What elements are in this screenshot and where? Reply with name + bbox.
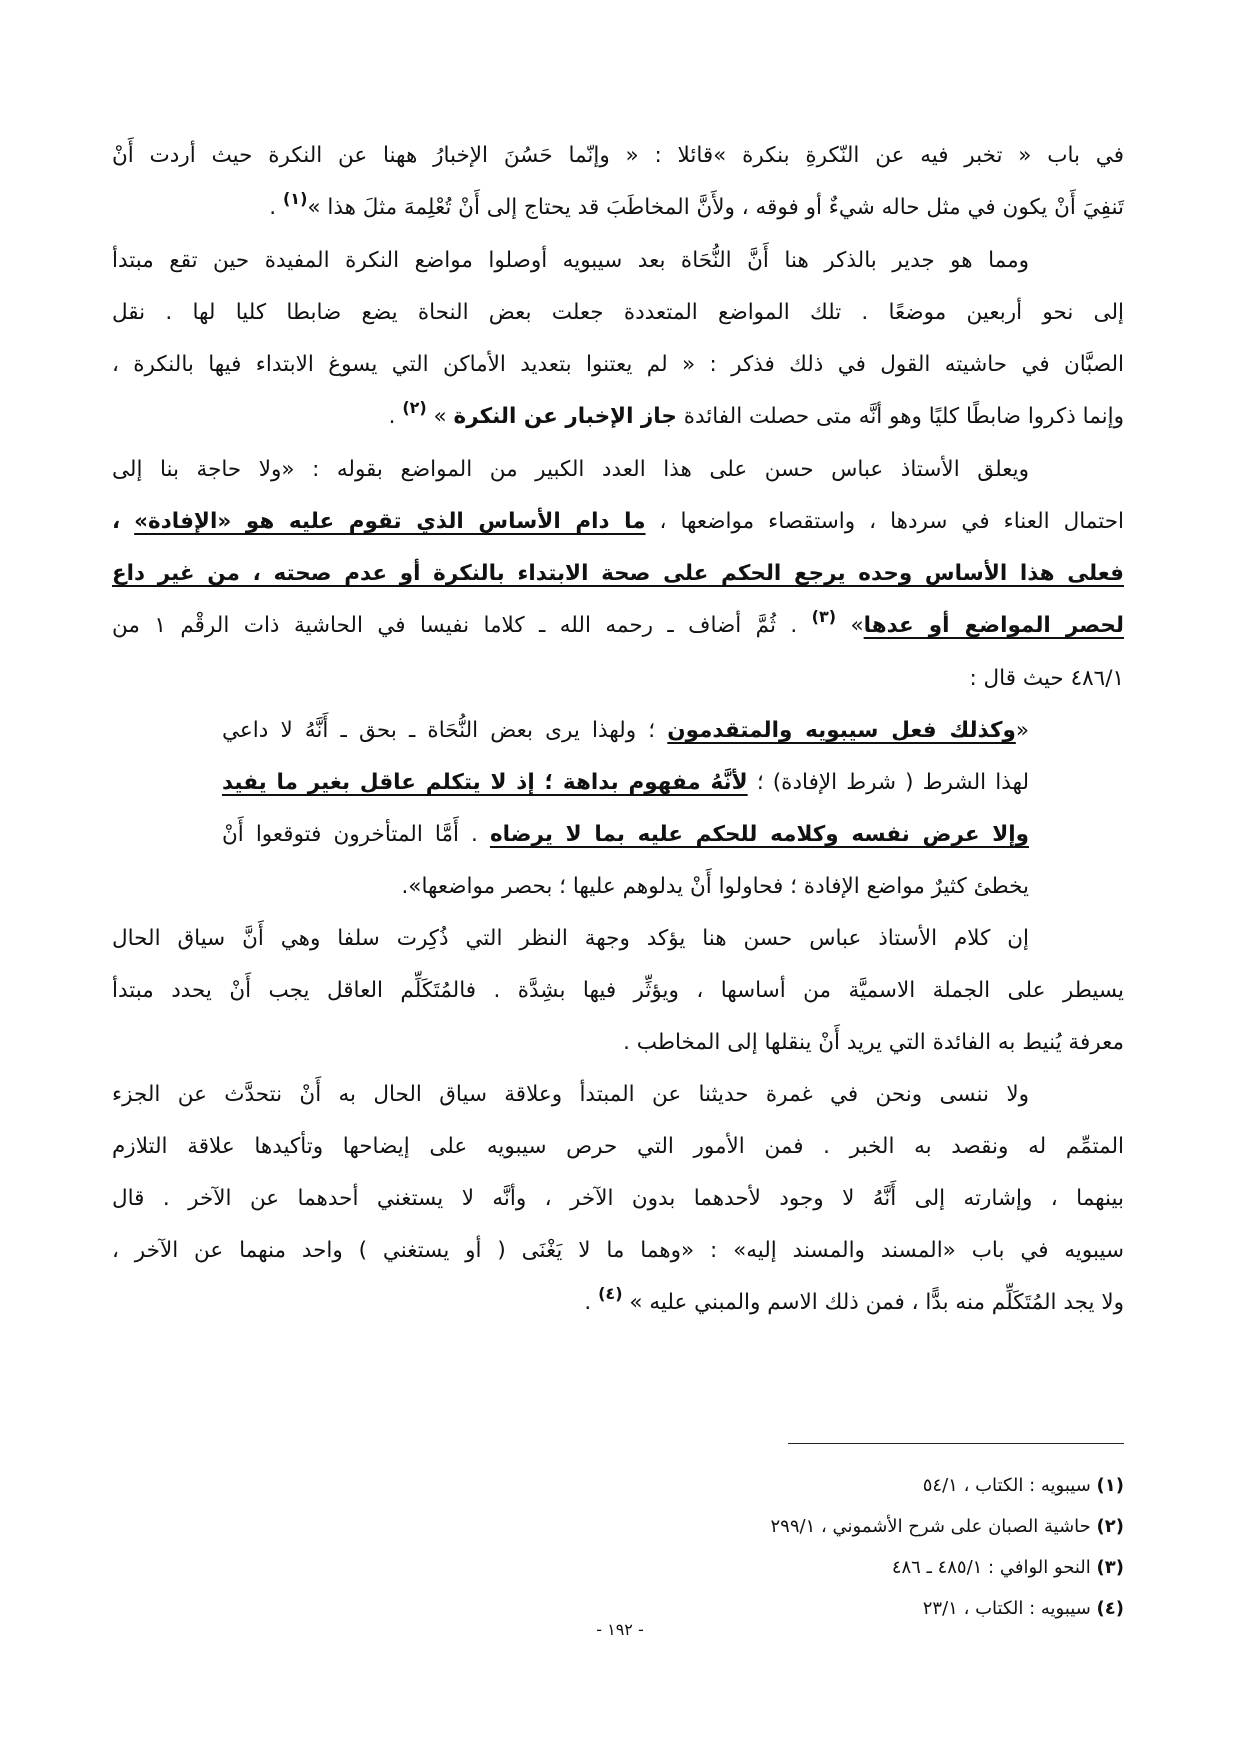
footnote-mark: (٢) (1096, 1516, 1124, 1537)
paragraph-3-line-2 (112, 496, 1124, 548)
text-run: . (584, 1290, 592, 1315)
paragraph-3-line-3 (112, 548, 1124, 600)
bold-underlined-text: وإلا عرض نفسه وكلامه للحكم عليه بما لا يرضاه (489, 822, 1029, 847)
paragraph-2-line-2 (112, 287, 1124, 339)
bold-text: جاز الإخبار عن النكرة (453, 404, 677, 429)
quote-line-4 (112, 861, 1124, 913)
text-run: ، (112, 509, 121, 534)
paragraph-4-line-3 (112, 1017, 1124, 1069)
text-run: إن كلام الأستاذ عباس حسن هنا يؤكد وجهة النظر التي ذُكِرت سلفا وهي أَنَّ سياق الحال (112, 926, 1029, 951)
paragraph-5-line-1 (112, 1069, 1124, 1121)
bold-underlined-text: لحصر المواضع أو عدها (863, 613, 1124, 638)
bold-underlined-text: ما دام الأساس الذي تقوم عليه هو «الإفادة» (134, 509, 646, 534)
text-run: تَنفِيَ أَنْ يكون في مثل حاله شيءٌ أو فوقه ، ولأَنَّ المخاطَبَ قد يحتاج إلى أَنْ تُعْلِمهَ مثلَ هذا » (307, 195, 1124, 220)
text-run: يخطئ كثيرٌ مواضع الإفادة ؛ فحاولوا أَنْ يدلوهم عليها ؛ بحصر مواضعها». (401, 874, 1029, 899)
bold-underlined-text: لأنَّهُ مفهوم بداهة ؛ إذ لا يتكلم عاقل بغير ما يفيد (222, 770, 748, 795)
text-run: المتمِّم له ونقصد به الخبر . فمن الأمور التي حرص سيبويه على إيضاحها وتأكيدها علاقة التلازم (112, 1134, 1124, 1159)
footnote-text: النحو الوافي : ٤٨٥/١ ـ ٤٨٦ (891, 1557, 1091, 1578)
text-run: ولا ننسى ونحن في غمرة حديثنا عن المبتدأ وعلاقة سياق الحال به أَنْ نتحدَّث عن الجزء (112, 1082, 1029, 1107)
text-run: ؛ ولهذا يرى بعض النُّحَاة ـ بحق ـ أَنَّهُ لا داعي (222, 718, 656, 743)
text-run: . أَمَّا المتأخرون فتوقعوا أَنْ (222, 822, 478, 847)
text-run: معرفة يُنيط به الفائدة التي يريد أَنْ ينقلها إلى المخاطب . (623, 1030, 1124, 1055)
footnote-1 (424, 1465, 1124, 1506)
paragraph-5-line-2 (112, 1121, 1124, 1173)
text-run: يسيطر على الجملة الاسميَّة من أساسها ، ويؤثِّر فيها بشِدَّة . فالمُتَكَلِّم العاقل يجب أَنْ يحدد مبتدأ (112, 978, 1124, 1003)
text-run: » (850, 613, 864, 638)
quote-line-2 (112, 757, 1124, 809)
text-run: . (269, 195, 277, 220)
text-run: في باب « تخبر فيه عن النّكرةِ بنكرة »قائلا : « وإنّما حَسُنَ الإخبارُ ههنا عن النكرة حيث أردت أَنْ (112, 143, 1124, 168)
footnote-mark: (٤) (1096, 1598, 1124, 1619)
paragraph-3-line-5 (112, 653, 1124, 705)
footnote-text: سيبويه : الكتاب ، ٥٤/١ (922, 1475, 1091, 1496)
footnote-separator (788, 1443, 1124, 1444)
text-run: ويعلق الأستاذ عباس حسن على هذا العدد الكبير من المواضع بقوله : «ولا حاجة بنا إلى (112, 457, 1029, 482)
paragraph-5-line-3 (112, 1173, 1124, 1225)
footnote-2 (424, 1506, 1124, 1547)
text-run: ومما هو جدير بالذكر هنا أَنَّ النُّحَاة بعد سيبويه أوصلوا مواضع النكرة المفيدة حين تقع مبتدأ (112, 248, 1029, 273)
text-run: وإنما ذكروا ضابطًا كليًا وهو أنَّه متى حصلت الفائدة (683, 404, 1124, 429)
paragraph-3-line-4 (112, 600, 1124, 653)
footnote-mark: (٣) (1096, 1557, 1124, 1578)
footnote-reference-2: (٢) (402, 398, 427, 417)
body-text (112, 130, 1124, 1330)
text-run: سيبويه في باب «المسند والمسند إليه» : «وهما ما لا يَغْنَى ( أو يستغني ) واحد منهما عن الآخر ، (112, 1238, 1124, 1263)
text-run: . (388, 404, 396, 429)
paragraph-5-line-5 (112, 1277, 1124, 1330)
footnote-3 (424, 1547, 1124, 1588)
text-run: احتمال العناء في سردها ، واستقصاء مواضعها ، (659, 509, 1124, 534)
quote-line-3 (112, 809, 1124, 861)
text-run: ٤٨٦/١ حيث قال : (969, 666, 1124, 691)
paragraph-1-line-2 (112, 182, 1124, 235)
text-run: « (1015, 718, 1029, 743)
bold-underlined-text: فعلى هذا الأساس وحده يرجع الحكم على صحة الابتداء بالنكرة أو عدم صحته ، من غير داع (112, 561, 1124, 586)
footnotes (424, 1465, 1124, 1629)
footnote-text: حاشية الصبان على شرح الأشموني ، ٢٩٩/١ (770, 1516, 1091, 1537)
footnote-reference-3: (٣) (811, 607, 837, 626)
quote-line-1 (112, 705, 1124, 757)
footnote-text: سيبويه : الكتاب ، ٢٣/١ (922, 1598, 1091, 1619)
paragraph-2-line-4 (112, 391, 1124, 444)
footnote-reference-4: (٤) (598, 1284, 623, 1303)
text-run: لهذا الشرط ( شرط الإفادة) ؛ (756, 770, 1029, 795)
text-run: بينهما ، وإشارته إلى أَنَّهُ لا وجود لأحدهما بدون الآخر ، وأنَّه لا يستغني أحدهما عن الآخر . قال (112, 1186, 1124, 1211)
paragraph-2-line-3 (112, 339, 1124, 391)
paragraph-5-line-4 (112, 1225, 1124, 1277)
page-number: - ١٩٢ - (596, 1620, 644, 1639)
text-run: » (433, 404, 447, 429)
bold-underlined-text: وكذلك فعل سيبويه والمتقدمون (667, 718, 1016, 743)
text-run: إلى نحو أربعين موضعًا . تلك المواضع المتعددة جعلت بعض النحاة يضع ضابطا كليا لها . نقل (112, 300, 1124, 325)
text-run: الصبَّان في حاشيته القول في ذلك فذكر : « لم يعتنوا بتعديد الأماكن التي يسوغ الابتداء فيها بالنكرة ، (112, 352, 1124, 377)
text-run: ولا يجد المُتَكَلِّم منه بدًّا ، فمن ذلك الاسم والمبني عليه » (629, 1290, 1124, 1315)
footnote-mark: (١) (1096, 1475, 1124, 1496)
paragraph-4-line-2 (112, 965, 1124, 1017)
footnote-reference-1: (١) (282, 189, 308, 208)
paragraph-4-line-1 (112, 913, 1124, 965)
text-run: . ثُمَّ أضاف ـ رحمه الله ـ كلاما نفيسا في الحاشية ذات الرقْم ١ من (112, 613, 798, 638)
paragraph-2-line-1 (112, 235, 1124, 287)
paragraph-3-line-1 (112, 444, 1124, 496)
paragraph-1-line-1 (112, 130, 1124, 182)
